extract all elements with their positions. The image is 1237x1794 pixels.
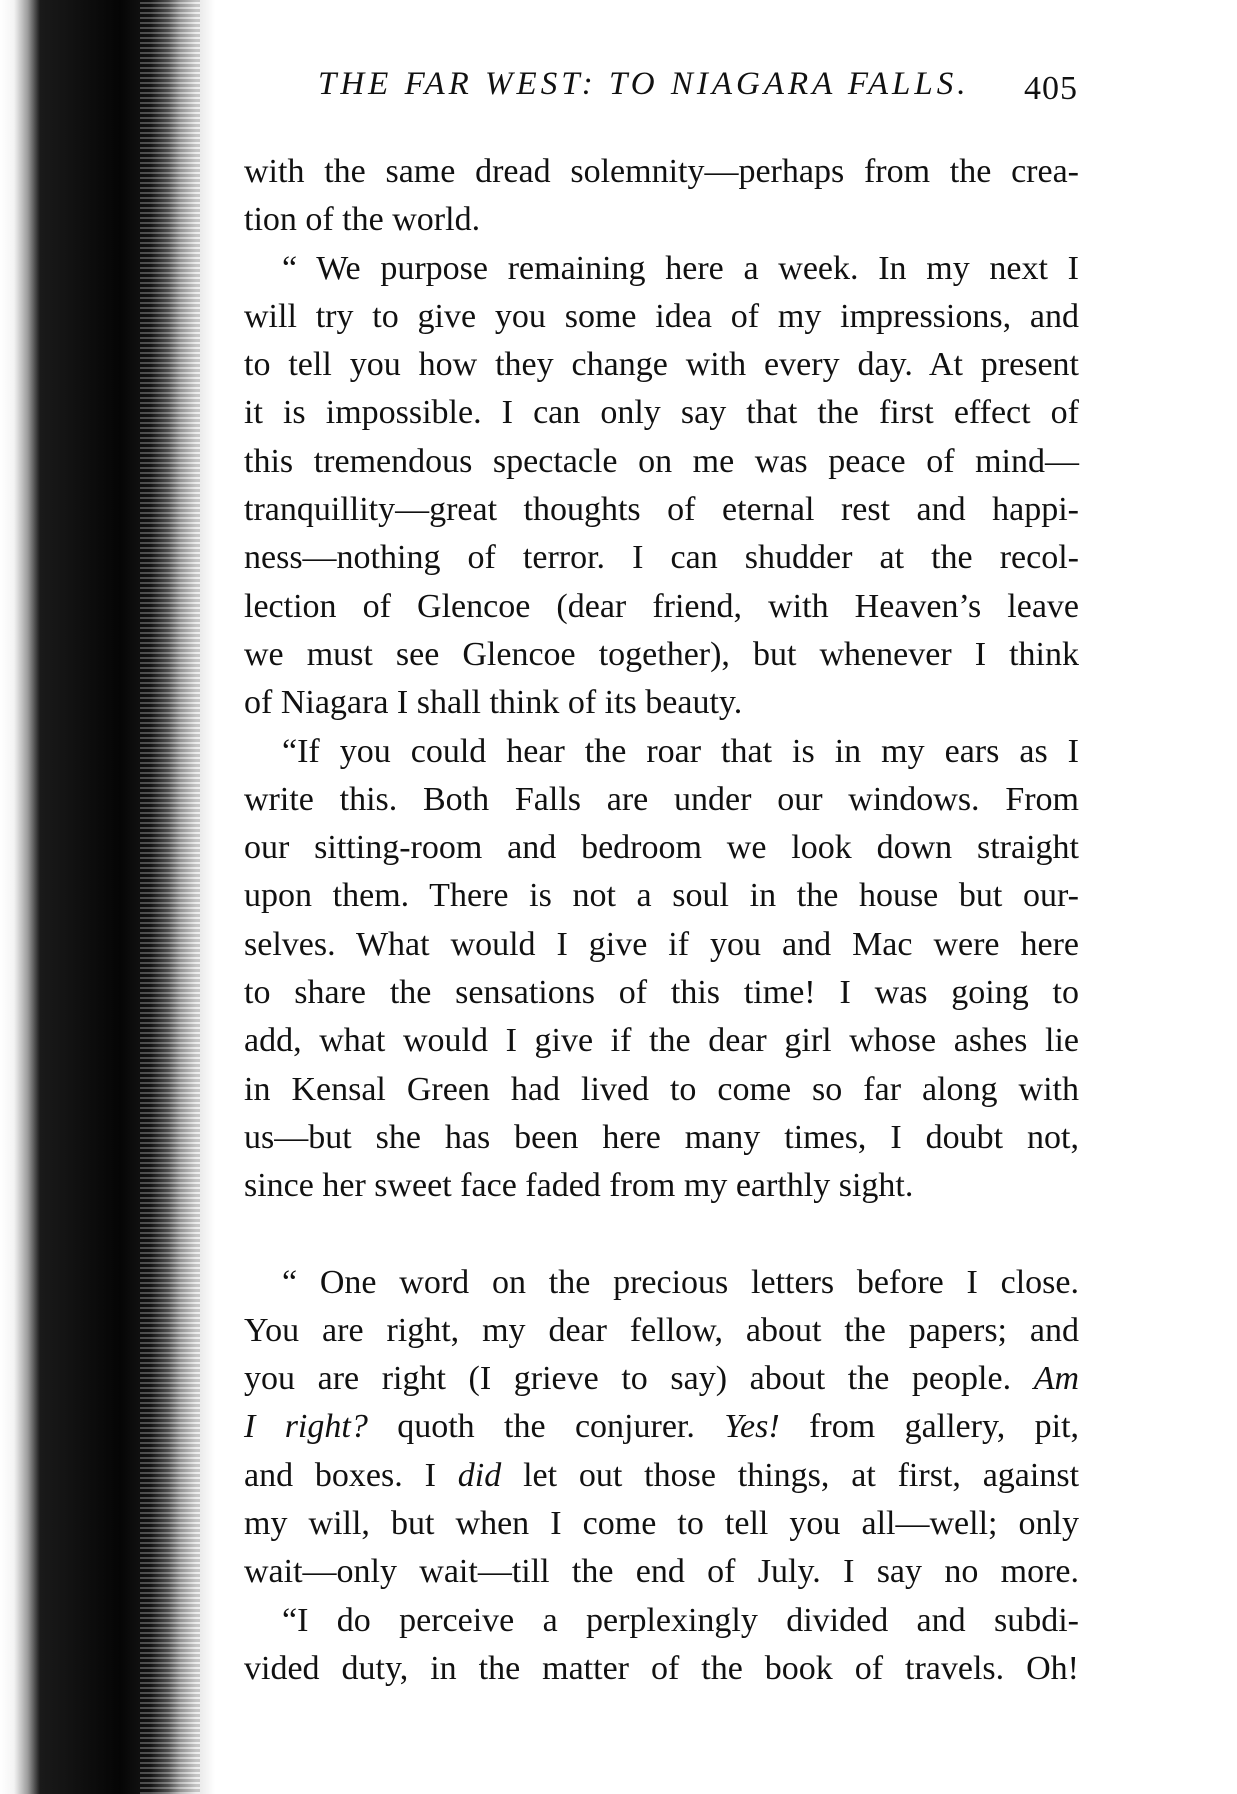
text-line: “ One word on the precious letters before I close. (282, 1263, 1079, 1301)
text-line: selves. What would I give if you and Mac were here (244, 925, 1079, 963)
text-line: add, what would I give if the dear girl whose ashes lie (244, 1022, 1079, 1060)
text-line: lection of Glencoe (dear friend, with Heaven’s leave (244, 587, 1079, 625)
text-line: write this. Both Falls are under our windows. From (244, 780, 1079, 818)
italic-run: I right? (244, 1408, 368, 1446)
text-line: will try to give you some idea of my impressions, and (244, 297, 1079, 335)
text-line (244, 1355, 1079, 1403)
text-line: wait—only wait—till the end of July. I say no more. (244, 1553, 1079, 1591)
body-text (244, 148, 1079, 1693)
text-line: with the same dread solemnity—perhaps from the crea- (244, 153, 1079, 190)
text-line: of Niagara I shall think of its beauty. (244, 684, 743, 722)
text-line: to share the sensations of this time! I was going to (244, 974, 1079, 1012)
text-line: our sitting-room and bedroom we look down straight (244, 829, 1079, 867)
running-header (318, 66, 1078, 116)
text-line: this tremendous spectacle on me was peace of mind— (244, 442, 1079, 480)
text-line: “ We purpose remaining here a week. In my next I (282, 249, 1079, 287)
text-line: ness—nothing of terror. I can shudder at the recol- (244, 539, 1079, 577)
text-line: tion of the world. (244, 201, 481, 239)
text-line: tranquillity—great thoughts of eternal rest and happi- (244, 491, 1079, 529)
text-line (244, 1452, 1079, 1500)
section-break (244, 1211, 1079, 1259)
italic-run: did (457, 1456, 502, 1494)
text-line: we must see Glencoe together), but whenever I think (244, 635, 1079, 673)
text-line: “I do perceive a perplexingly divided and subdi- (282, 1601, 1079, 1639)
text-run: quoth the conjurer. (397, 1408, 695, 1446)
italic-run: Yes! (724, 1408, 780, 1446)
text-line: my will, but when I come to tell you all—well; only (244, 1505, 1079, 1543)
page-number: 405 (1024, 70, 1078, 107)
text-line: it is impossible. I can only say that the first effect of (244, 394, 1079, 432)
text-line: us—but she has been here many times, I doubt not, (244, 1118, 1079, 1156)
text-run: from gallery, pit, (809, 1408, 1080, 1446)
text-run: and boxes. I (244, 1456, 436, 1494)
text-line: to tell you how they change with every day. At present (244, 346, 1079, 384)
text-run: let out those things, at first, against (523, 1456, 1080, 1494)
text-line: vided duty, in the matter of the book of travels. Oh! (244, 1649, 1079, 1687)
text-line: upon them. There is not a soul in the house but our- (244, 877, 1079, 915)
italic-run: Am (1033, 1360, 1080, 1398)
text-line: in Kensal Green had lived to come so far along with (244, 1070, 1079, 1108)
text-line (244, 1403, 1079, 1451)
text-line: “If you could hear the roar that is in my ears as I (282, 732, 1079, 770)
text-line: since her sweet face faded from my earthly sight. (244, 1167, 914, 1205)
text-run: you are right (I grieve to say) about the people. (244, 1360, 1012, 1398)
running-title: THE FAR WEST: TO NIAGARA FALLS. (318, 66, 970, 102)
text-line: You are right, my dear fellow, about the papers; and (244, 1311, 1079, 1349)
gutter-texture (140, 0, 200, 1794)
